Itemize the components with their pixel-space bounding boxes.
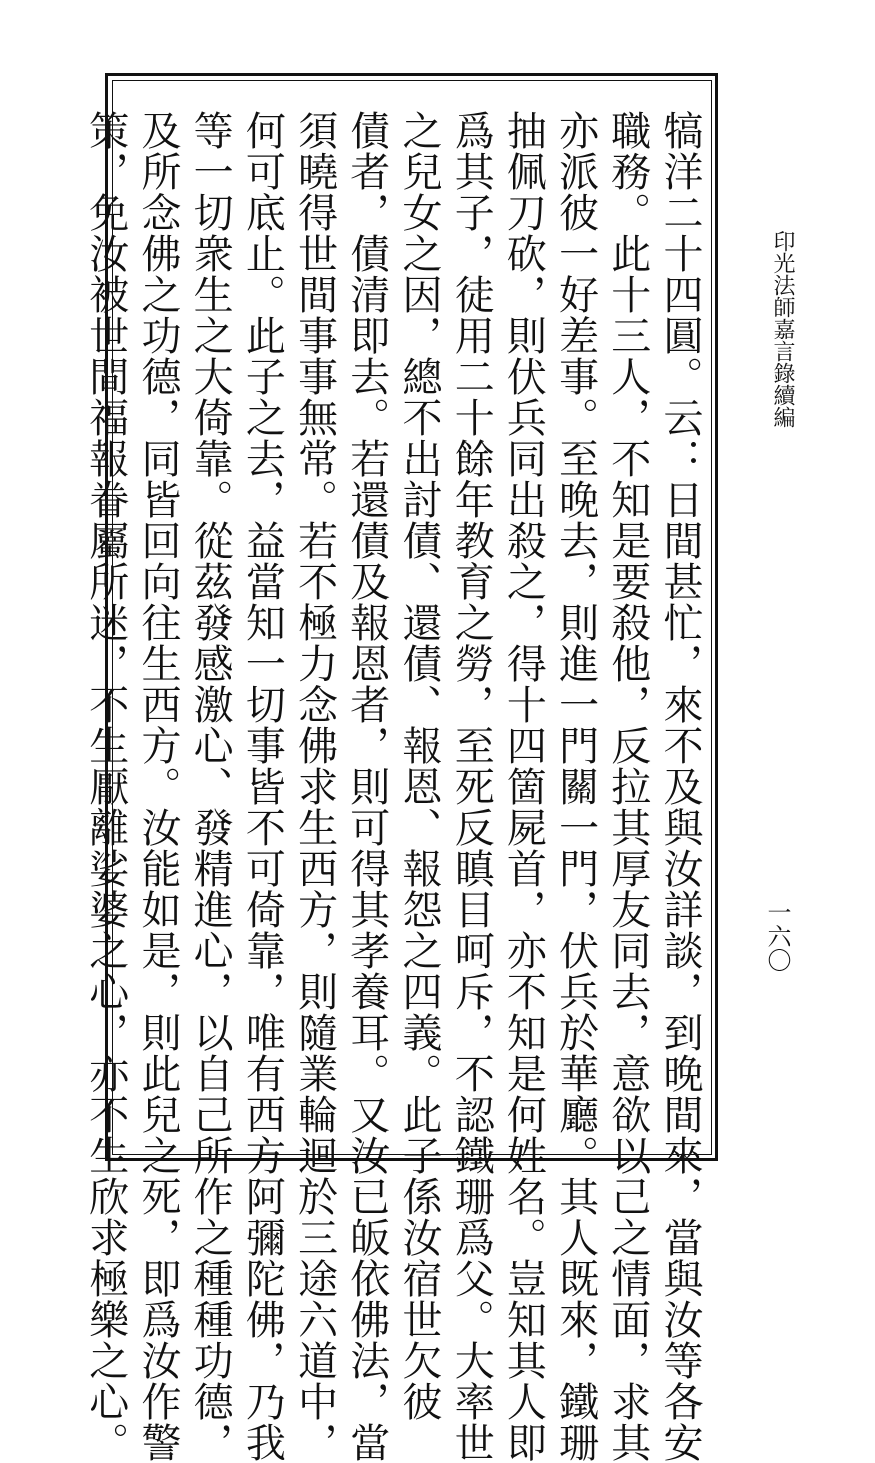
text-column: 何可底止。此子之去，益當知一切事皆不可倚靠，唯有西方阿彌陀佛，乃我 — [239, 110, 286, 1463]
page-number: 一六〇 — [763, 900, 791, 972]
text-column: 亦派彼一好差事。至晚去，則進一門關一門，伏兵於華廳。其人既來，鐵珊 — [552, 110, 599, 1463]
running-title: 印光法師嘉言錄續編 — [770, 230, 795, 428]
text-column: 策，免汝被世間福報眷屬所迷，不生厭離娑婆之心，亦不生欣求極樂之心。 — [82, 110, 129, 1463]
text-column: 等一切衆生之大倚靠。從茲發感激心、發精進心，以自己所作之種種功德， — [187, 110, 234, 1463]
text-column: 犒洋二十四圓。云：日間甚忙，來不及與汝詳談，到晚間來，當與汝等各安 — [657, 110, 703, 1463]
text-column: 抽佩刀砍，則伏兵同出殺之，得十四箇屍首，亦不知是何姓名。豈知其人即 — [500, 110, 547, 1463]
text-column: 爲其子，徒用二十餘年教育之勞，至死反瞋目呵斥，不認鐵珊爲父。大率世 — [448, 110, 495, 1463]
text-column: 須曉得世間事事無常。若不極力念佛求生西方，則隨業輪迴於三途六道中， — [291, 110, 338, 1463]
body-text — [82, 110, 706, 1463]
text-column: 及所念佛之功德，同皆回向往生西方。汝能如是，則此兒之死，即爲汝作警 — [134, 110, 181, 1463]
text-column: 債者，債清即去。若還債及報恩者，則可得其孝養耳。又汝已皈依佛法，當 — [343, 110, 390, 1463]
text-column: 職務。此十三人，不知是要殺他，反拉其厚友同去，意欲以己之情面，求其 — [604, 110, 651, 1463]
text-column: 之兒女之因，總不出討債、還債、報恩、報怨之四義。此子係汝宿世欠彼 — [395, 110, 442, 1422]
